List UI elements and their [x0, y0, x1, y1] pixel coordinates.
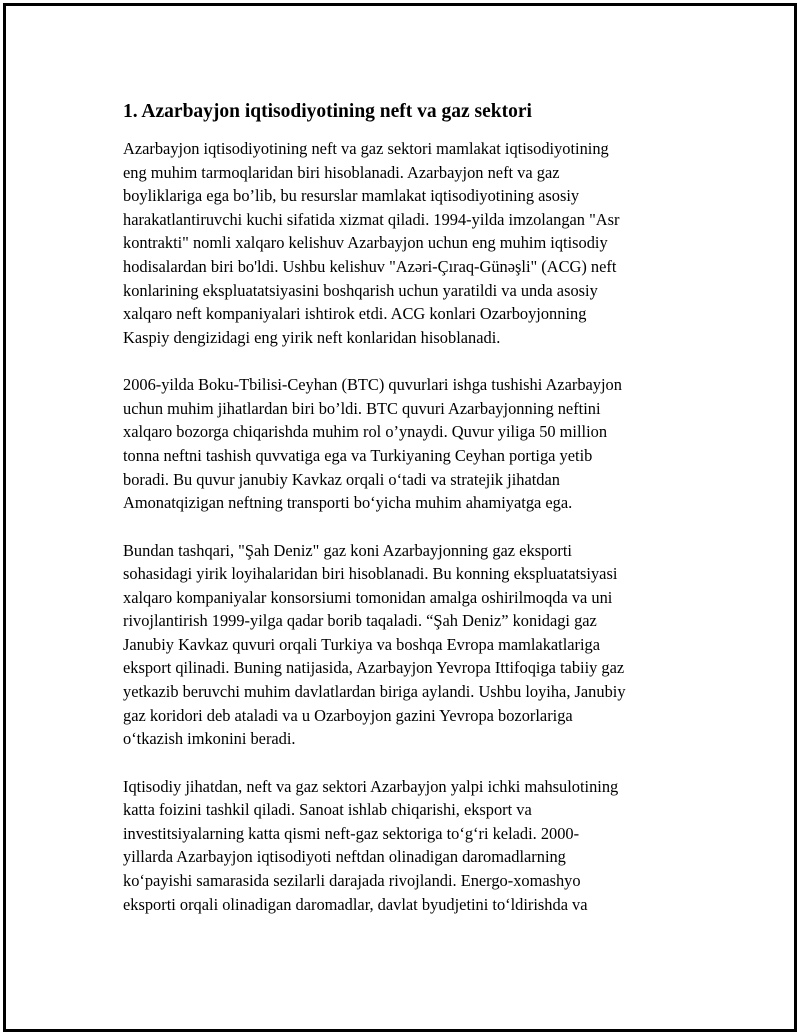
text-line: eksporti orqali olinadigan daromadlar, davlat byudjetini to‘ldirishda va: [123, 894, 588, 914]
text-line: Amonatqizigan neftning transporti bo‘yicha muhim ahamiyatga ega.: [123, 493, 573, 513]
text-line: kontrakti" nomli xalqaro kelishuv Azarbayjon uchun eng muhim iqtisodiy: [123, 233, 608, 253]
text-line: investitsiyalarning katta qismi neft-gaz sektoriga to‘g‘ri keladi. 2000-: [123, 823, 580, 843]
paragraph-economic-impact: [123, 775, 683, 917]
text-line: eng muhim tarmoqlaridan biri hisoblanadi. Azarbayjon neft va gaz: [123, 162, 560, 182]
text-line: rivojlantirish 1999-yilga qadar borib taqaladi. “Şah Deniz” konidagi gaz: [123, 611, 597, 631]
text-line: sohasidagi yirik loyihalaridan biri hisoblanadi. Bu konning ekspluatatsiyasi: [123, 564, 618, 584]
text-line: xalqaro neft kompaniyalari ishtirok etdi. ACG konlari Ozarboyjonning: [123, 304, 587, 324]
document-body: [123, 98, 683, 940]
text-line: Azarbayjon iqtisodiyotining neft va gaz sektori mamlakat iqtisodiyotining: [123, 139, 609, 158]
text-line: yetkazib beruvchi muhim davlatlardan biriga aylandi. Ushbu loyiha, Janubiy: [123, 682, 626, 702]
text-line: uchun muhim jihatlardan biri bo’ldi. BTC quvuri Azarbayjonning neftini: [123, 398, 601, 418]
text-line: o‘tkazish imkonini beradi.: [123, 729, 296, 749]
text-line: Bundan tashqari, "Şah Deniz" gaz koni Azarbayjonning gaz eksporti: [123, 540, 572, 560]
text-line: yillarda Azarbayjon iqtisodiyoti neftdan olinadigan daromadlarning: [123, 847, 566, 867]
text-line: ko‘payishi samarasida sezilarli darajada rivojlandi. Energo-xomashyo: [123, 871, 581, 891]
text-line: 2006-yilda Boku-Tbilisi-Ceyhan (BTC) quvurlari ishga tushishi Azarbayjon: [123, 375, 622, 395]
text-line: katta foizini tashkil qiladi. Sanoat ishlab chiqarishi, eksport va: [123, 800, 532, 820]
text-line: gaz koridori deb ataladi va u Ozarboyjon gazini Yevropa bozorlariga: [123, 705, 573, 725]
text-line: Iqtisodiy jihatdan, neft va gaz sektori Azarbayjon yalpi ichki mahsulotining: [123, 776, 619, 796]
paragraph-btc-pipeline: [123, 373, 683, 515]
paragraph-shah-deniz: [123, 539, 683, 751]
text-line: eksport qilinadi. Buning natijasida, Azarbayjon Yevropa Ittifoqiga tabiiy gaz: [123, 658, 625, 678]
text-line: boradi. Bu quvur janubiy Kavkaz orqali o‘tadi va stratejik jihatdan: [123, 469, 560, 489]
text-line: tonna neftni tashish quvvatiga ega va Turkiyaning Ceyhan portiga yetib: [123, 445, 593, 465]
text-line: konlarining ekspluatatsiyasini boshqarish uchun yaratildi va unda asosiy: [123, 280, 598, 300]
text-line: hodisalardan biri bo'ldi. Ushbu kelishuv "Azəri-Çıraq-Günəşli" (ACG) neft: [123, 256, 617, 276]
page-frame: [3, 3, 797, 1032]
text-line: boyliklariga ega bo’lib, bu resurslar mamlakat iqtisodiyotining asosiy: [123, 186, 580, 206]
paragraph-asr-kontrakti: [123, 137, 683, 349]
text-line: xalqaro bozorga chiqarishda muhim rol o’ynaydi. Quvur yiliga 50 million: [123, 422, 608, 442]
text-line: harakatlantiruvchi kuchi sifatida xizmat qiladi. 1994-yilda imzolangan "Asr: [123, 209, 620, 229]
section-heading: 1. Azarbayjon iqtisodiyotining neft va gaz sektori: [123, 101, 532, 122]
text-line: xalqaro kompaniyalar konsorsiumi tomonidan amalga oshirilmoqda va uni: [123, 587, 613, 607]
text-line: Kaspiy dengizidagi eng yirik neft konlaridan hisoblanadi.: [123, 327, 501, 347]
text-line: Janubiy Kavkaz quvuri orqali Turkiya va boshqa Evropa mamlakatlariga: [123, 634, 601, 654]
